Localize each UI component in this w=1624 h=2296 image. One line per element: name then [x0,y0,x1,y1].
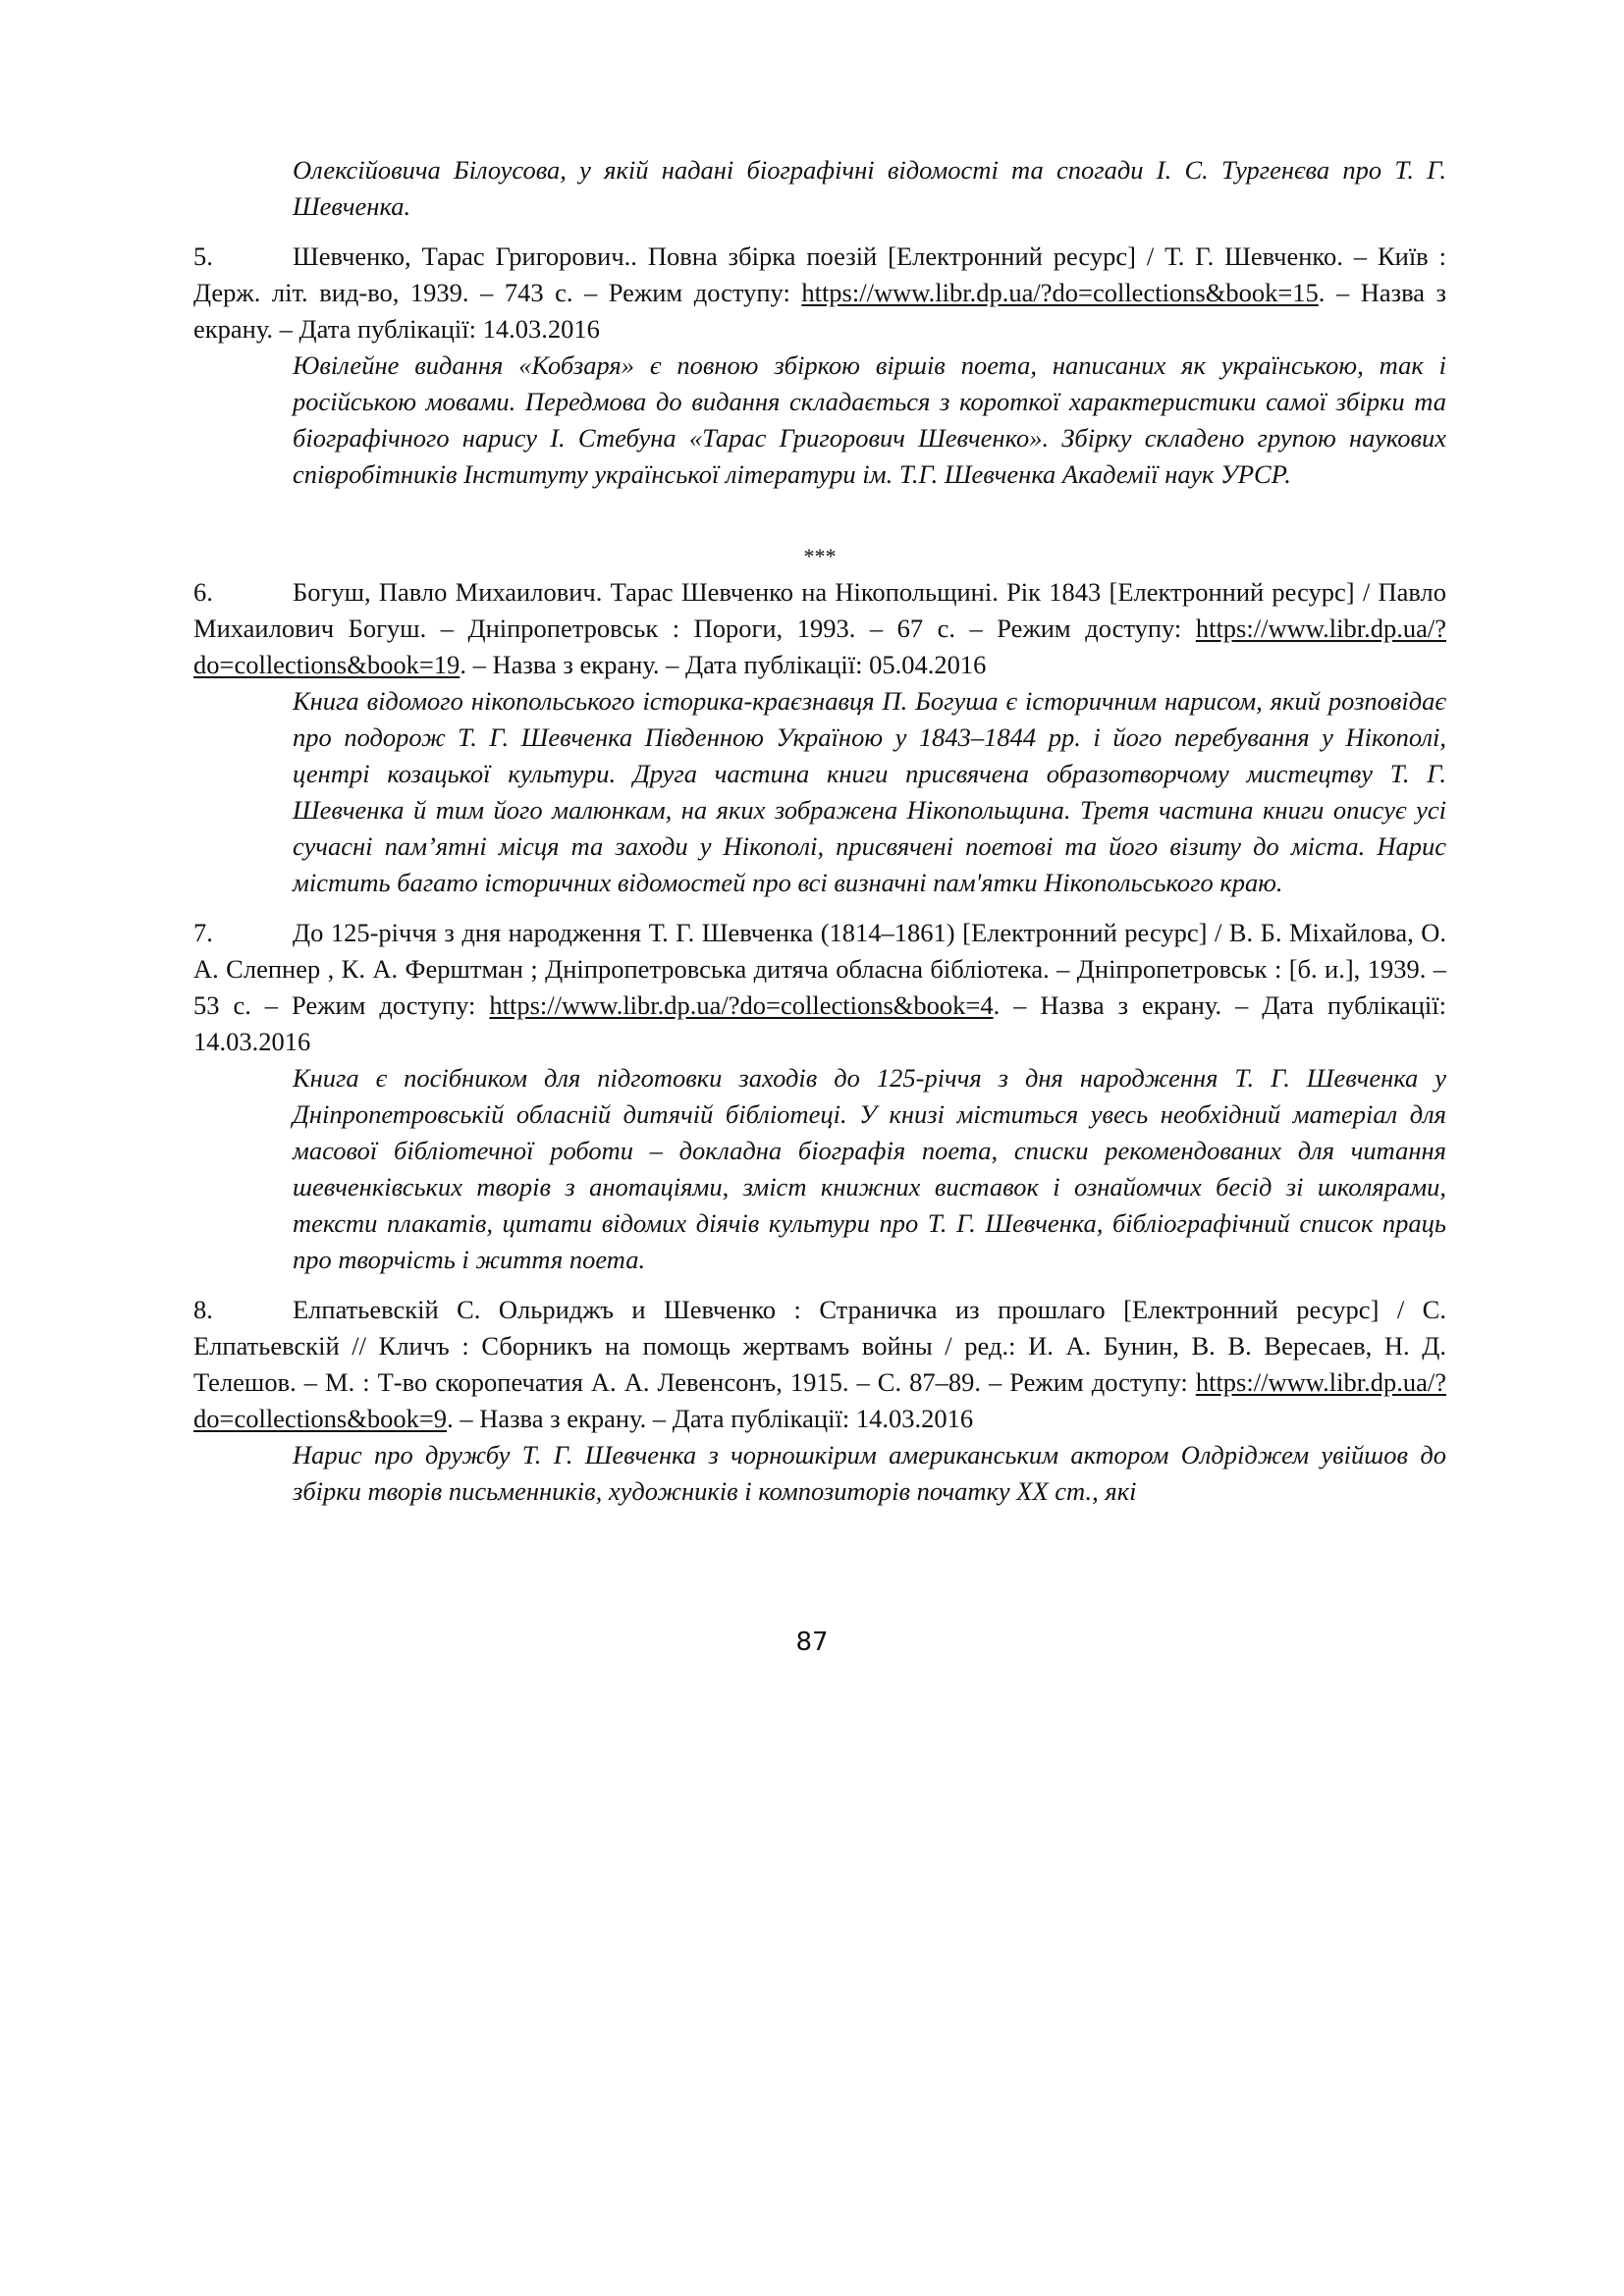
entry-citation: Богуш, Павло Михаилович. Тарас Шевченко на Нікопольщині. Рік 1843 [Електронний ресурс] / Павло Михаилович Богуш. – Дніпропетровськ : Пороги, 1993. – 67 с. – Режим доступу: [193,577,1446,643]
entry-annotation: Нарис про дружбу Т. Г. Шевченка з чорношкірим американським актором Олдріджем увійшов до збірки творів письменників, художників і композиторів початку XX ст., які [293,1440,1446,1506]
entry-link[interactable]: https://www.libr.dp.ua/?do=collections&book=4 [489,990,994,1020]
section-separator: *** [803,544,837,568]
entry-number: 8. [193,1295,213,1324]
entry-annotation: Книга відомого нікопольського історика-краєзнавця П. Богуша є історичним нарисом, який розповідає про подорож Т. Г. Шевченка Південною Україною у 1843–1844 рр. і його перебування у Нікополі, центрі козацької культури. Друга частина книги присвячена образотворчому мистецтву Т. Г. Шевченка й тим його малюнкам, на яких зображена Нікопольщина. Третя частина книги описує усі сучасні пам’ятні місця та заходи у Нікополі, присвячені поетові та його візиту до міста. Нарис містить багато історичних відомостей про всі визначні пам'ятки Нікопольського краю. [293,686,1446,897]
bibliography-entry-5 [193,239,1446,347]
bibliography-entry-8 [193,1292,1446,1437]
entry-citation-tail: . – Назва з екрану. – Дата публікації: 14.03.2016 [193,990,1446,1056]
continued-annotation: Олексійовича Білоусова, у якій надані біографічні відомості та спогади І. С. Тургенєва про Т. Г. Шевченка. [293,155,1446,221]
entry-link[interactable]: https://www.libr.dp.ua/?do=collections&book=15 [801,278,1319,307]
entry-citation: Елпатьевскій С. Ольриджъ и Шевченко : Страничка из прошлаго [Електронний ресурс] / С. Елпатьевскій // Кличъ : Сборникъ на помощь жертвамъ войны / ред.: И. А. Бунин, В. В. Вересаев, Н. Д. Телешов. – М. : Т-во скоропечатия А. А. Левенсонъ, 1915. – С. 87–89. – Режим доступу: [193,1295,1446,1397]
entry-number: 5. [193,241,213,271]
page-body [193,152,1446,1510]
entry-annotation: Ювілейне видання «Кобзаря» є повною збіркою віршів поета, написаних як українською, так і російською мовами. Передмова до видання складається з короткої характеристики самої збірки та біографічного нарису І. Стебуна «Тарас Григорович Шевченко». Збірку складено групою наукових співробітників Інституту української літератури ім. Т.Г. Шевченка Академії наук УРСР. [293,350,1446,489]
entry-annotation: Книга є посібником для підготовки заходів до 125-річчя з дня народження Т. Г. Шевченка у Дніпропетровській обласній дитячій бібліотеці. У книзі міститься увесь необхідний матеріал для масової бібліотечної роботи – докладна біографія поета, списки рекомендованих для читання шевченківських творів з анотаціями, зміст книжних виставок і ознайомчих бесід зі школярами, тексти плакатів, цитати відомих діячів культури про Т. Г. Шевченка, бібліографічний список праць про творчість і життя поета. [293,1063,1446,1274]
page-number: 87 [795,1628,829,1657]
entry-citation-tail: . – Назва з екрану. – Дата публікації: 05.04.2016 [460,650,987,679]
entry-link[interactable]: https://www.libr.dp.ua/?do=collections&book=19 [193,614,1446,679]
entry-number: 7. [193,918,213,947]
bibliography-entry-7 [193,915,1446,1060]
entry-number: 6. [193,577,213,607]
entry-citation-tail: . – Назва з екрану. – Дата публікації: 14.03.2016 [193,278,1446,344]
entry-link[interactable]: https://www.libr.dp.ua/?do=collections&book=9 [193,1367,1446,1433]
bibliography-entry-6 [193,574,1446,683]
entry-citation-tail: . – Назва з екрану. – Дата публікації: 14.03.2016 [447,1404,974,1433]
entry-citation: До 125-річчя з дня народження Т. Г. Шевченка (1814–1861) [Електронний ресурс] / В. Б. Міхайлова, О. А. Слепнер , К. А. Ферштман ; Дніпропетровська дитяча обласна бібліотека. – Дніпропетровськ : [б. и.], 1939. – 53 с. – Режим доступу: [193,918,1446,1020]
entry-citation: Шевченко, Тарас Григорович.. Повна збірка поезій [Електронний ресурс] / Т. Г. Шевченко. – Київ : Держ. літ. вид-во, 1939. – 743 с. – Режим доступу: [193,241,1446,307]
